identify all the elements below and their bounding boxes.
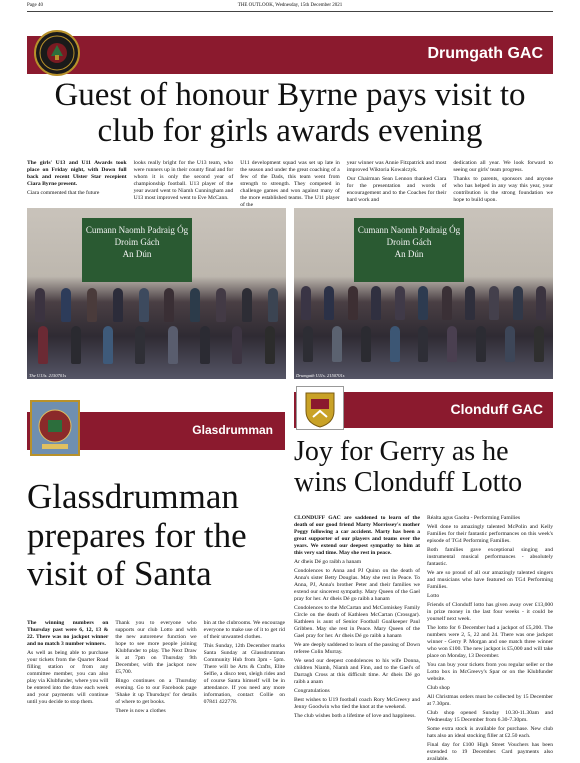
article-paragraph: Best wishes to U19 football coach Rory McGreevy and Jenny Goodwin who tied the knot at the weekend. [294,696,420,710]
glassdrumman-crest-logo [30,400,80,456]
article-paragraph: The girls' U13 and U11 Awards took place on Friday night, with Down full back and recent Ulster Star recepient Ciara Byrne present. [27,160,127,187]
article-paragraph: All Christmas orders must be collected by 15 December at 7.30pm. [427,693,553,707]
drumgath-article [27,160,553,206]
article-paragraph: Ar dheis Dé go raibh a hanam [294,558,362,565]
article-paragraph: Final day for £100 High Street Vouchers has been extended to 19 December. Card payments also available. [427,741,553,762]
article-column [134,160,234,206]
article-column [240,160,340,206]
drumgath-crest-logo [34,30,80,76]
article-paragraph: Club shop opened Sunday 10.30-11.30am and Wednesday 15 December from 6.30-7.30pm. [427,709,553,723]
crest-emblem-icon [36,32,78,74]
article-column [27,160,127,206]
article-paragraph: As well as being able to purchase your tickets from the Quarter Road filling station or from any committee member, you can also play via Klubfunder, where you will be entered into the draw each week and your payments will continue until you decide to stop them. [27,649,109,705]
article-paragraph: This Sunday, 12th December marks Santa Sunday at Glassdrumman Community Hub from 3pm - 5pm. There will be Arts & Crafts, Elite Selfie, a disco tent, sleigh rides and of course Santa himself will be in attendance. If you need any more information, contact Collie on 07841 422778. [203,642,285,705]
article-paragraph: Friends of Clonduff lotto has given away over £13,000 in prize money in the last four weeks - it could be yourself next week. [427,601,553,622]
publication-date: THE OUTLOOK, Wednesday, 15th December 2021 [237,3,343,8]
drumgath-section-label: Drumgath GAC [427,45,543,62]
article-column [115,620,196,730]
article-paragraph: Some extra stock is available for purchase. New club hats also an ideal stocking filler at £2.50 each. [427,725,553,739]
article-column [27,620,108,730]
crest-emblem-icon [297,387,343,429]
article-paragraph: Our Chairman Sean Lennon thanked Ciara for the presentation and words of encouragement and to the Coaches for their hard work and [346,175,447,203]
clonduff-section-label: Clonduff GAC [450,401,543,417]
article-paragraph: The club wishes both a lifetime of love and happiness. [294,712,416,719]
running-header [27,3,553,8]
front-row-players [27,326,286,364]
article-column [294,515,420,730]
article-paragraph: Well done to amazingly talented McPolin and Kelly Families for their fantastic performances on this week's episode of TG4 Performing Families. [427,523,553,544]
glassdrumman-headline: Glassdrumman prepares for the visit of Santa [27,477,247,593]
photo-u13-team [27,208,286,379]
photo-u11-team [294,208,553,379]
article-column [347,160,447,206]
clonduff-crest-logo [296,386,344,430]
photo-club-banner: Cumann Naomh Padraig Óg Droim Gách An Dún [82,218,192,282]
clonduff-headline: Joy for Gerry as he wins Clonduff Lotto [294,436,523,499]
article-paragraph: looks really bright for the U13 team, who were runners up in their county final and for whom it is only the second year of championship football. U13 player of the year award went to Niamh Cunningham and U13 most improved went to Eve McCann. [133,160,234,201]
article-paragraph: We are so proud of all our amazingly talented singers and musicians who have featured on TG4 Performing Families. [427,569,553,590]
drumgath-section-band [27,36,553,74]
glassdrumman-article [27,620,285,730]
crest-emblem-icon [32,402,78,454]
article-paragraph: Congratulations [294,687,330,694]
glassdrumman-section-label: Glasdrumman [192,423,273,437]
article-column [453,160,553,206]
article-paragraph: dedication all year. We look forward to seeing our girls' team progress. [453,160,553,173]
article-paragraph: Club shop [427,684,450,691]
article-paragraph: U11 development squad was set up late in the season and under the great coaching of a few of the Dads, this team went from strength to strength. They competed in challenge games and won against many of the more established teams. The U11 player of the [240,160,340,208]
article-paragraph: Both families gave exceptional singing and instrumental musical performances - absolutely fantastic. [427,546,553,567]
article-paragraph: Thanks to parents, sponsors and anyone who has helped in any way this year, your contribution is the strong foundation we hope to build upon. [453,175,553,203]
article-paragraph: We send our deepest condolences to his wife Donna, children Niamh, Niamh and Finn, and to the Gael's of Darragh Cross at this difficult time. Ar dheis Dé go raibh a anam [294,657,420,685]
drumgath-headline: Guest of honour Byrne pays visit to club for girls awards evening [54,77,526,149]
article-paragraph: Réalta agus Gaolta - Performing Families [427,515,521,521]
article-paragraph: Condolences to Anna and PJ Quinn on the death of Anna's sister Betty Douglas. May she rest in Peace. To Anna, PJ, Anna's brother Peter and their families we extend our sincerest sympathy. Mary Queen of the Gael pray for her. Ar dheis Dé go raibh a hanam [294,567,420,602]
photo-club-banner: Cumann Naomh Padraig Óg Droim Gách An Dún [354,218,464,282]
clonduff-article [294,515,553,762]
article-paragraph: Lotto [427,592,440,599]
article-paragraph: There is now a clothes [115,707,166,714]
back-row-players [27,288,286,322]
article-paragraph: Thank you to everyone who supports our club Lotto and with the new autorenew function we hope to see more people joining Klubfunder to play. The Next Draw is at 7pm on Thursday 9th December, with the jackpot now £5,700. [115,620,197,675]
article-paragraph: Ciara commented that the future [27,189,100,196]
article-paragraph: Bingo continues on a Thursday evening. Go to our Facebook page 'Shake it up Thursdays' for details of where to get books. [115,677,197,705]
article-paragraph: year winner was Annie Fitzpatrick and most improved Wiktoria Kowalczyk. [346,160,447,173]
back-row-players [294,286,553,320]
article-paragraph: CLONDUFF GAC are saddened to learn of the death of our good friend Marty Morrissey's mother Peggy following a car accident. Marty has been a great supporter of our players and teams over the years. We extend our deepest sympathy to him at this very sad time. May she rest in peace. [294,515,420,556]
article-paragraph: The winning numbers on Thursday past were 6, 12, 13 & 22. There was no jackpot winner and no match 3 number winners. [27,620,109,647]
article-paragraph: The lotto for 6 December had a jackpot of £5,200. The numbers were 2, 5, 22 and 24. There was one jackpot winner - Gerry P. Morgan and one match three winner who won £100. The new jackpot is £5,000 and will take place on Monday, 13 December. [427,624,553,659]
page-number: Page 40 [27,3,43,8]
article-paragraph: bin at the clubrooms. We encourage everyone to make use of it to get rid of their unwanted clothes. [203,620,285,640]
article-paragraph: We are deeply saddened to learn of the passing of Down referee Colin Murray. [294,641,420,655]
article-column [427,515,553,762]
article-paragraph: You can buy your tickets from you regular seller or the Lotto box in McGreevy's Spar or on the Klubfunder website. [427,661,553,682]
front-row-players [294,326,553,362]
header-rule [27,11,553,12]
caption-u11: Drumgath U11s. 2150701s [296,373,345,378]
caption-u13: The U13s. 2150701s [29,373,67,378]
article-column [204,620,285,730]
article-paragraph: Condolences to the McCartan and McComiskey Family Circle on the death of Kathleen McCartan (Crossgar). Kathleen is aunt of Senior Football Goalkeeper Paul Gribben. May she rest in Peace. Mary Queen of the Gael pray for her. Ar dheis Dé go raibh a hanam [294,604,420,639]
